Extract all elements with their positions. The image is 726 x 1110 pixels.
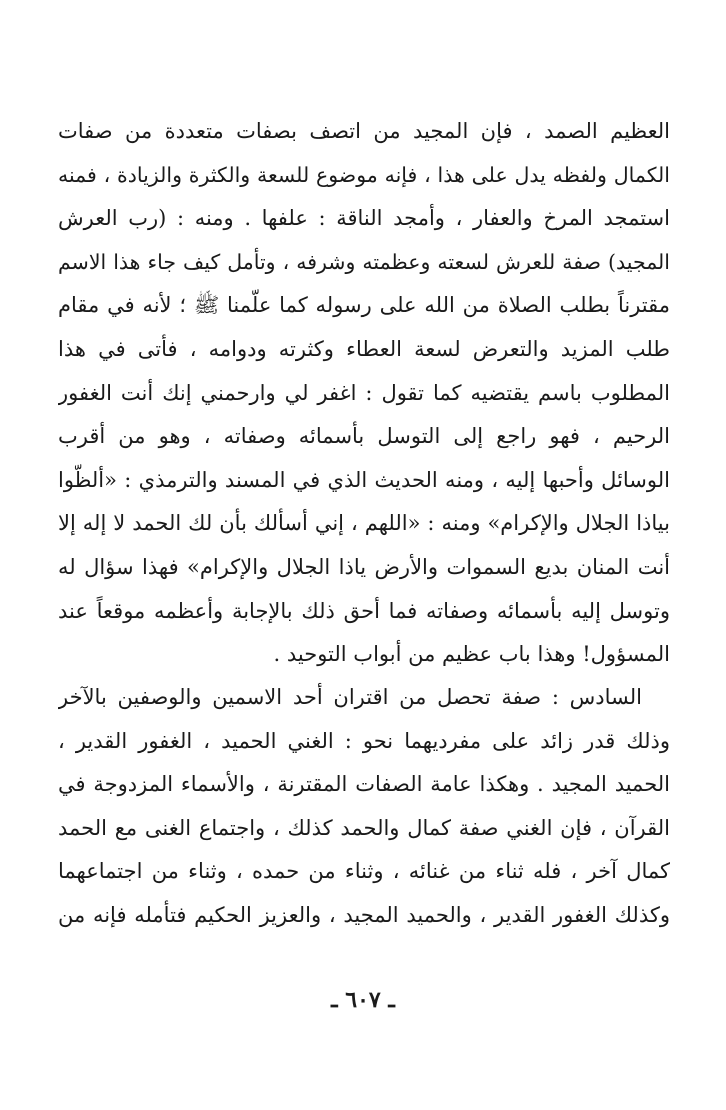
text-line: المطلوب باسم يقتضيه كما تقول : اغفر لي وارحمني إنك أنت الغفور xyxy=(58,380,670,405)
text-line: الكمال ولفظه يدل على هذا ، فإنه موضوع للسعة والكثرة والزيادة ، فمنه xyxy=(58,162,670,187)
text-line: وتوسل إليه بأسمائه وصفاته فما أحق ذلك بالإجابة وأعظمه موقعاً عند xyxy=(58,598,670,623)
text-line: السادس : صفة تحصل من اقتران أحد الاسمين والوصفين بالآخر xyxy=(58,685,642,709)
page-number: ـ ٦٠٧ ـ xyxy=(331,987,395,1013)
text-line: الحميد المجيد . وهكذا عامة الصفات المقترنة ، والأسماء المزدوجة في xyxy=(58,772,670,797)
text-line: المجيد) صفة للعرش لسعته وعظمته وشرفه ، وتأمل كيف جاء هذا الاسم xyxy=(58,249,670,274)
text-line: الوسائل وأحبها إليه ، ومنه الحديث الذي في المسند والترمذي : «ألظّوا xyxy=(58,467,670,492)
text-line: العظيم الصمد ، فإن المجيد من اتصف بصفات متعددة من صفات xyxy=(58,119,670,143)
paragraph-1 xyxy=(58,110,670,677)
text-line: وكذلك الغفور القدير ، والحميد المجيد ، والعزيز الحكيم فتأمله فإنه من xyxy=(58,902,670,927)
text-line: وذلك قدر زائد على مفرديهما نحو : الغني الحميد ، الغفور القدير ، xyxy=(58,728,670,753)
paragraph-2 xyxy=(58,676,670,938)
text-line: القرآن ، فإن الغني صفة كمال والحمد كذلك ، واجتماع الغنى مع الحمد xyxy=(58,815,670,840)
text-line: طلب المزيد والتعرض لسعة العطاء وكثرته ودوامه ، فأتى في هذا xyxy=(58,336,670,361)
text-line: كمال آخر ، فله ثناء من غنائه ، وثناء من حمده ، وثناء من اجتماعهما xyxy=(58,859,670,884)
text-line: أنت المنان بديع السموات والأرض ياذا الجلال والإكرام» فهذا سؤال له xyxy=(58,554,670,579)
text-line: مقترناً بطلب الصلاة من الله على رسوله كما علّمنا ﷺ ؛ لأنه في مقام xyxy=(58,293,670,318)
text-line: الرحيم ، فهو راجع إلى التوسل بأسمائه وصفاته ، وهو من أقرب xyxy=(58,424,670,449)
text-line: استمجد المرخ والعفار ، وأمجد الناقة : علفها . ومنه : (رب العرش xyxy=(58,206,670,231)
text-line: بياذا الجلال والإكرام» ومنه : «اللهم ، إني أسألك بأن لك الحمد لا إله إلا xyxy=(58,511,670,536)
text-line: المسؤول! وهذا باب عظيم من أبواب التوحيد . xyxy=(273,642,670,667)
